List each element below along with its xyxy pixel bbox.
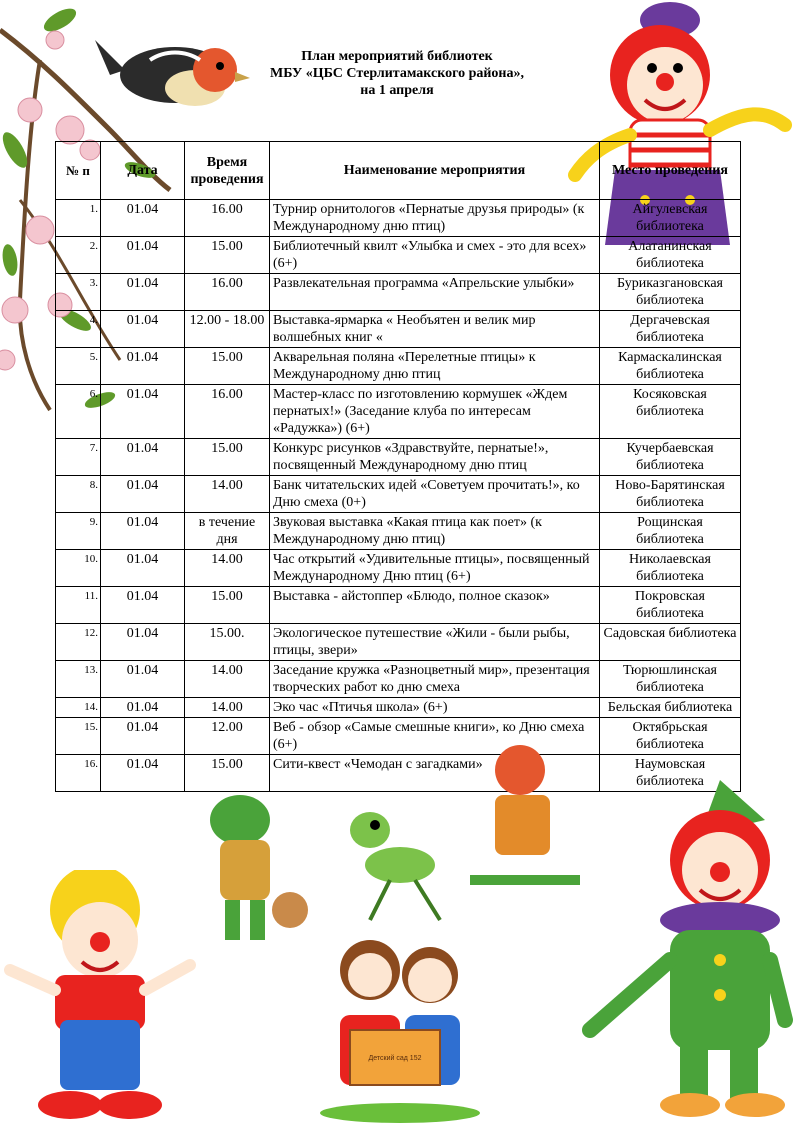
table-header-row	[56, 142, 741, 200]
cell-number: 16.	[56, 755, 101, 792]
cell-time: 15.00	[185, 587, 270, 624]
crocodile-illustration	[200, 780, 310, 950]
cell-place: Айгулевская библиотека	[600, 200, 741, 237]
events-table	[55, 141, 741, 792]
cell-time: в течение дня	[185, 513, 270, 550]
table-row	[56, 385, 741, 439]
book-cover-text: Детский сад 152	[368, 1055, 422, 1062]
cell-time: 15.00.	[185, 624, 270, 661]
table-row	[56, 550, 741, 587]
table-row	[56, 237, 741, 274]
cell-place: Буриказгановская библиотека	[600, 274, 741, 311]
cell-time: 12.00 - 18.00	[185, 311, 270, 348]
cell-place: Косяковская библиотека	[600, 385, 741, 439]
cell-number: 9.	[56, 513, 101, 550]
table-row	[56, 348, 741, 385]
title-line-1: План мероприятий библиотек	[301, 49, 493, 64]
cell-event-name: Библиотечный квилт «Улыбка и смех - это для всех» (6+)	[270, 237, 600, 274]
cell-date: 01.04	[101, 661, 185, 698]
cell-time: 15.00	[185, 755, 270, 792]
cell-event-name: Мастер-класс по изготовлению кормушек «Ждем пернатых!» (Заседание клуба по интересам «Радужка») (6+)	[270, 385, 600, 439]
cell-date: 01.04	[101, 718, 185, 755]
header-number: № п	[56, 142, 101, 200]
cell-time: 15.00	[185, 348, 270, 385]
cell-time: 15.00	[185, 237, 270, 274]
table-row	[56, 513, 741, 550]
header-place: Место проведения	[600, 142, 741, 200]
cell-time: 14.00	[185, 550, 270, 587]
title-line-3: на 1 апреля	[360, 83, 434, 98]
table-row	[56, 718, 741, 755]
cell-number: 5.	[56, 348, 101, 385]
table-row	[56, 311, 741, 348]
cell-number: 13.	[56, 661, 101, 698]
cell-time: 14.00	[185, 698, 270, 718]
cell-event-name: Конкурс рисунков «Здравствуйте, пернатые!», посвященный Международному дню птиц	[270, 439, 600, 476]
cell-time: 15.00	[185, 439, 270, 476]
cell-event-name: Заседание кружка «Разноцветный мир», презентация творческих работ ко дню смеха	[270, 661, 600, 698]
table-row	[56, 274, 741, 311]
header-time: Время проведения	[185, 142, 270, 200]
cell-date: 01.04	[101, 755, 185, 792]
table-body	[56, 200, 741, 792]
clown-bottom-right-illustration	[570, 760, 794, 1123]
cell-date: 01.04	[101, 348, 185, 385]
cell-event-name: Сити-квест «Чемодан с загадками»	[270, 755, 600, 792]
table-row	[56, 698, 741, 718]
cell-number: 1.	[56, 200, 101, 237]
cell-time: 16.00	[185, 274, 270, 311]
children-reading-illustration	[310, 935, 490, 1123]
cell-place: Дергачевская библиотека	[600, 311, 741, 348]
table-row	[56, 587, 741, 624]
cell-date: 01.04	[101, 311, 185, 348]
cell-place: Кучербаевская библиотека	[600, 439, 741, 476]
cell-number: 14.	[56, 698, 101, 718]
cell-number: 3.	[56, 274, 101, 311]
cell-number: 8.	[56, 476, 101, 513]
cell-event-name: Выставка - айстоппер «Блюдо, полное сказок»	[270, 587, 600, 624]
cell-number: 10.	[56, 550, 101, 587]
cell-place: Рощинская библиотека	[600, 513, 741, 550]
cell-event-name: Веб - обзор «Самые смешные книги», ко Дню смеха (6+)	[270, 718, 600, 755]
cell-event-name: Выставка-ярмарка « Необъятен и велик мир волшебных книг «	[270, 311, 600, 348]
cell-time: 14.00	[185, 661, 270, 698]
clown-bottom-left-illustration	[0, 870, 200, 1123]
cell-place: Кармаскалинская библиотека	[600, 348, 741, 385]
cell-place: Наумовская библиотека	[600, 755, 741, 792]
cell-number: 7.	[56, 439, 101, 476]
cell-date: 01.04	[101, 624, 185, 661]
cell-date: 01.04	[101, 274, 185, 311]
cell-event-name: Банк читательских идей «Советуем прочитать!», ко Дню смеха (0+)	[270, 476, 600, 513]
table-row	[56, 439, 741, 476]
cell-place: Алатанинская библиотека	[600, 237, 741, 274]
table-row	[56, 200, 741, 237]
header-event-name: Наименование мероприятия	[270, 142, 600, 200]
cell-time: 12.00	[185, 718, 270, 755]
cell-date: 01.04	[101, 550, 185, 587]
cell-number: 2.	[56, 237, 101, 274]
cell-place: Покровская библиотека	[600, 587, 741, 624]
cell-number: 12.	[56, 624, 101, 661]
cell-date: 01.04	[101, 385, 185, 439]
cell-place: Октябрьская библиотека	[600, 718, 741, 755]
cell-place: Николаевская библиотека	[600, 550, 741, 587]
cell-place: Тюрюшлинская библиотека	[600, 661, 741, 698]
cell-date: 01.04	[101, 513, 185, 550]
cell-event-name: Акварельная поляна «Перелетные птицы» к Международному дню птиц	[270, 348, 600, 385]
cell-date: 01.04	[101, 439, 185, 476]
document-title	[200, 48, 594, 99]
table-row	[56, 624, 741, 661]
cell-number: 6.	[56, 385, 101, 439]
cell-event-name: Экологическое путешествие «Жили - были рыбы, птицы, звери»	[270, 624, 600, 661]
cell-number: 11.	[56, 587, 101, 624]
header-date: Дата	[101, 142, 185, 200]
grasshopper-illustration	[330, 800, 460, 930]
cell-date: 01.04	[101, 698, 185, 718]
cell-event-name: Турнир орнитологов «Пернатые друзья природы» (к Международному дню птиц)	[270, 200, 600, 237]
cell-event-name: Час открытий «Удивительные птицы», посвященный Международному Дню птиц (6+)	[270, 550, 600, 587]
cell-place: Ново-Барятинская библиотека	[600, 476, 741, 513]
cell-event-name: Звуковая выставка «Какая птица как поет» (к Международному дню птиц)	[270, 513, 600, 550]
cell-time: 16.00	[185, 385, 270, 439]
cell-date: 01.04	[101, 587, 185, 624]
table-row	[56, 476, 741, 513]
cell-date: 01.04	[101, 237, 185, 274]
cell-number: 4.	[56, 311, 101, 348]
cell-event-name: Развлекательная программа «Апрельские улыбки»	[270, 274, 600, 311]
title-line-2: МБУ «ЦБС Стерлитамакского района»,	[269, 66, 525, 81]
cell-event-name: Эко час «Птичья школа» (6+)	[270, 698, 600, 718]
cell-date: 01.04	[101, 200, 185, 237]
table-row	[56, 661, 741, 698]
cell-number: 15.	[56, 718, 101, 755]
cell-place: Бельская библиотека	[600, 698, 741, 718]
cell-date: 01.04	[101, 476, 185, 513]
cell-time: 14.00	[185, 476, 270, 513]
cell-place: Садовская библиотека	[600, 624, 741, 661]
cell-time: 16.00	[185, 200, 270, 237]
